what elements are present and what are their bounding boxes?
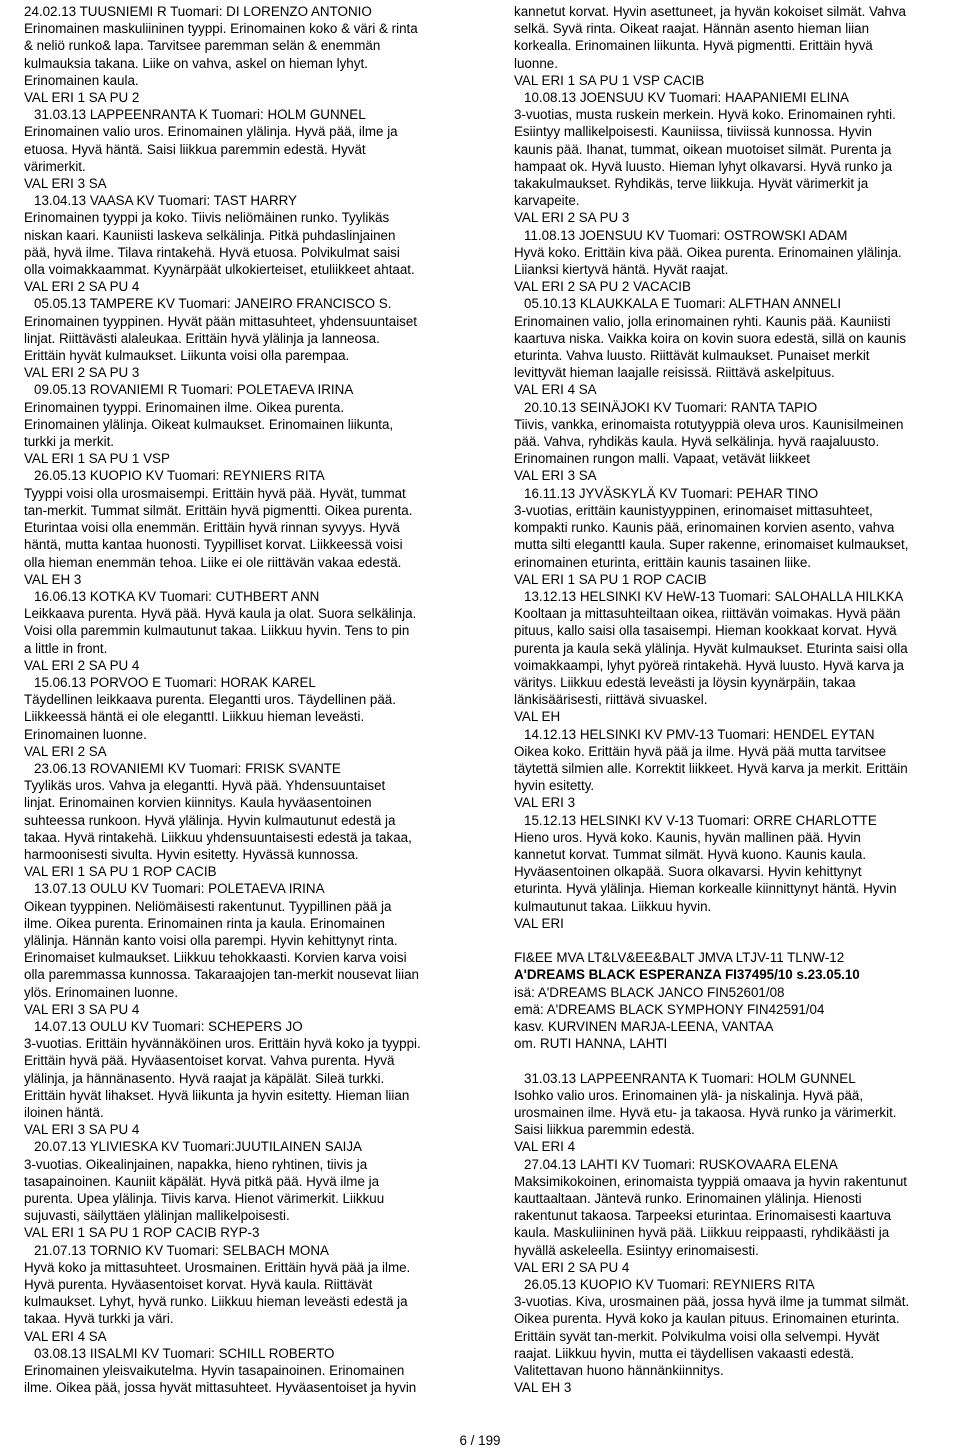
show-result-heading: 16.06.13 KOTKA KV Tuomari: CUTHBERT ANN bbox=[34, 588, 320, 604]
text-line: Erittäin hyvät lihakset. Hyvä liikunta ja hyvin esitetty. Hieman liian bbox=[24, 1087, 410, 1103]
text-line: takaa. Hyvä rintakehä. Liikkuu yhdensuuntaisesti edestä ja takaa, bbox=[24, 829, 412, 845]
text-line: VAL EH bbox=[514, 709, 561, 725]
text-line: 3-vuotias, erittäin kaunistyyppinen, erinomaiset mittasuhteet, bbox=[514, 502, 873, 518]
text-line: levittyvät hieman laajalle reisissä. Riittävä askelpituus. bbox=[514, 365, 835, 381]
show-result-heading: 14.12.13 HELSINKI KV PMV-13 Tuomari: HENDEL EYTAN bbox=[524, 726, 875, 742]
text-line: Voisi olla paremmin kulmautunut takaa. Liikkuu hyvin. Tens to pin bbox=[24, 623, 410, 639]
text-line: Hyväasentoinen olkapää. Suora olkavarsi. Hyvin kehittynyt bbox=[514, 864, 862, 880]
text-line: 3-vuotias. Oikealinjainen, napakka, hieno ryhtinen, tiivis ja bbox=[24, 1156, 368, 1172]
text-line: Liianksi kiertyvä häntä. Hyvät raajat. bbox=[514, 262, 729, 278]
text-line: Erinomainen yleisvaikutelma. Hyvin tasapainoinen. Erinomainen bbox=[24, 1363, 405, 1379]
show-result-heading: 13.12.13 HELSINKI KV HeW-13 Tuomari: SALOHALLA HILKKA bbox=[524, 588, 904, 604]
text-line: pää, hyvä ilme. Tilava rintakehä. Hyvä etuosa. Polvikulmat saisi bbox=[24, 244, 400, 260]
text-line: linjat. Erinomainen korvien kiinnitys. Kaula hyväasentoinen bbox=[24, 795, 372, 811]
text-line: Erinomainen tyyppi ja koko. Tiivis neliömäinen runko. Tyylikäs bbox=[24, 210, 390, 226]
text-line: Leikkaava purenta. Hyvä pää. Hyvä kaula ja olat. Suora selkälinja. bbox=[24, 606, 417, 622]
text-line: Erinomainen luonne. bbox=[24, 726, 147, 742]
show-result-heading: 26.05.13 KUOPIO KV Tuomari: REYNIERS RITA bbox=[34, 468, 325, 484]
show-result-heading: 03.08.13 IISALMI KV Tuomari: SCHILL ROBERTO bbox=[34, 1345, 335, 1361]
text-line: kauttaaltaan. Jäntevä runko. Erinomainen ylälinja. Hienosti bbox=[514, 1190, 862, 1206]
text-line: Erinomainen valio, jolla erinomainen ryhti. Kaunis pää. Kauniisti bbox=[514, 313, 891, 329]
text-line: luonne. bbox=[514, 55, 558, 71]
text-line: 24.02.13 TUUSNIEMI R Tuomari: DI LORENZO ANTONIO bbox=[24, 4, 372, 19]
text-line: Erittäin hyvät kulmaukset. Liikunta voisi olla parempaa. bbox=[24, 348, 350, 364]
text-line: VAL ERI 2 SA PU 2 VACACIB bbox=[514, 279, 691, 295]
text-line: kulmautunut takaa. Liikkuu hyvin. bbox=[514, 898, 712, 914]
text-line: ilme. Oikea purenta. Erinomainen rinta ja kaula. Erinomainen bbox=[24, 915, 385, 931]
text-line: Erinomainen ylälinja. Oikeat kulmaukset. Erinomainen liikunta, bbox=[24, 416, 394, 432]
text-line: VAL ERI 1 SA PU 1 ROP CACIB bbox=[24, 864, 217, 880]
text-line: Tyylikäs uros. Vahva ja elegantti. Hyvä pää. Yhdensuuntaiset bbox=[24, 778, 386, 794]
blank-line bbox=[514, 932, 950, 949]
text-line: olla hieman enemmän tehoa. Liike ei ole riittävän vakaa edestä. bbox=[24, 554, 402, 570]
text-line: VAL ERI 3 SA PU 4 bbox=[24, 1001, 140, 1017]
text-line: VAL ERI 2 SA PU 4 bbox=[24, 279, 140, 295]
text-line: sujuvasti, säilyttäen ylälinjan mallikelpoisesti. bbox=[24, 1208, 290, 1224]
text-line: Erinomainen maskuliininen tyyppi. Erinomainen koko & väri & rinta bbox=[24, 21, 418, 37]
text-line: kaartuva niska. Vaikka koira on kovin suora edestä, sillä on kaunis bbox=[514, 330, 907, 346]
text-line: Tiivis, vankka, erinomaista rotutyyppiä oleva uros. Kaunisilmeinen bbox=[514, 416, 904, 432]
show-result-heading: 09.05.13 ROVANIEMI R Tuomari: POLETAEVA IRINA bbox=[34, 382, 354, 398]
show-result-heading: 27.04.13 LAHTI KV Tuomari: RUSKOVAARA ELENA bbox=[524, 1156, 838, 1172]
text-line: om. RUTI HANNA, LAHTI bbox=[514, 1036, 668, 1052]
text-line: kannetut korvat. Tummat silmät. Hyvä kuono. Kaunis kaula. bbox=[514, 846, 867, 862]
text-line: raajat. Liikkuu hyvin, mutta ei täydellisen vakaasti edestä. bbox=[514, 1345, 855, 1361]
text-line: pituus, kallo saisi olla tasaisempi. Hieman kookkaat korvat. Hyvä bbox=[514, 623, 897, 639]
text-line: & neliö runko& lapa. Tarvitsee paremman selän & enemmän bbox=[24, 38, 381, 54]
text-line: erinomainen eturinta, erittäin kaunis tasainen liike. bbox=[514, 554, 811, 570]
show-result-heading: 10.08.13 JOENSUU KV Tuomari: HAAPANIEMI ELINA bbox=[524, 90, 849, 106]
text-line: Isohko valio uros. Erinomainen ylä- ja niskalinja. Hyvä pää, bbox=[514, 1087, 864, 1103]
show-result-heading: 20.10.13 SEINÄJOKI KV Tuomari: RANTA TAPIO bbox=[524, 399, 818, 415]
text-line: linjat. Riittävästi alaleukaa. Erittäin hyvä ylälinja ja lanneosa. bbox=[24, 330, 380, 346]
text-line: karvapeite. bbox=[514, 193, 580, 209]
text-line: harmoonisesti sivulta. Hyvin esitetty. Hyvässä kunnossa. bbox=[24, 846, 359, 862]
text-line: VAL ERI 2 SA PU 3 bbox=[24, 365, 140, 381]
text-line: olla voimakkaammat. Kyynärpäät ulkokierteiset, etuliikkeet ahtaat. bbox=[24, 262, 415, 278]
text-line: Täydellinen leikkaava purenta. Elegantti uros. Täydellinen pää. bbox=[24, 692, 396, 708]
text-line: kaunis pää. Ihanat, tummat, oikean muotoiset silmät. Purenta ja bbox=[514, 141, 892, 157]
text-line: Hyvä purenta. Hyväasentoiset korvat. Hyvä kaula. Riittävät bbox=[24, 1277, 373, 1293]
text-line: VAL ERI bbox=[514, 915, 564, 931]
text-line: VAL ERI 4 bbox=[514, 1139, 576, 1155]
text-line: Erinomainen tyyppinen. Hyvät pään mittasuhteet, yhdensuuntaiset bbox=[24, 313, 418, 329]
text-line: Erinomainen rungon malli. Vapaat, vetävät liikkeet bbox=[514, 451, 810, 467]
show-result-heading: 31.03.13 LAPPEENRANTA K Tuomari: HOLM GUNNEL bbox=[524, 1070, 856, 1086]
text-line: kompakti runko. Kaunis pää, erinomainen korvien asento, vahva bbox=[514, 520, 895, 536]
text-line: ylös. Erinomainen luonne. bbox=[24, 984, 179, 1000]
text-line: Oikea koko. Erittäin hyvä pää ja ilme. Hyvä pää mutta tarvitsee bbox=[514, 743, 887, 759]
text-line: urosmainen ilme. Hyvä etu- ja takaosa. Hyvä runko ja värimerkit. bbox=[514, 1104, 897, 1120]
text-line: suhteessa runkoon. Hyvä ylälinja. Hyvin kulmautunut edestä ja bbox=[24, 812, 396, 828]
text-line: täytettä silmien alle. Korrektit liikkeet. Hyvä karva ja merkit. Erittäin bbox=[514, 760, 908, 776]
text-line: eturinta. Vahva luusto. Riittävät kulmaukset. Punaiset merkit bbox=[514, 348, 870, 364]
text-line: värimerkit. bbox=[24, 158, 86, 174]
text-line: VAL ERI 2 SA PU 4 bbox=[24, 657, 140, 673]
text-line: VAL ERI 2 SA PU 4 bbox=[514, 1259, 630, 1275]
show-result-heading: 21.07.13 TORNIO KV Tuomari: SELBACH MONA bbox=[34, 1242, 329, 1258]
text-line: väritys. Liikkuu edestä leveästi ja löysin kyynärpäin, takaa bbox=[514, 674, 856, 690]
text-line: purenta. Upea ylälinja. Tiivis karva. Hienot värimerkit. Liikkuu bbox=[24, 1191, 385, 1207]
text-line: Erittäin hyvä pää. Hyväasentoiset korvat. Vahva purenta. Hyvä bbox=[24, 1053, 395, 1069]
text-line: A'DREAMS BLACK ESPERANZA FI37495/10 s.23.05.10 bbox=[514, 967, 860, 983]
text-line: etuosa. Hyvä häntä. Saisi liikkua paremmin edestä. Hyvät bbox=[24, 141, 366, 157]
show-result-heading: 26.05.13 KUOPIO KV Tuomari: REYNIERS RITA bbox=[524, 1277, 815, 1292]
text-line: niskan kaari. Kauniisti laskeva selkälinja. Pitkä puhdaslinjainen bbox=[24, 227, 396, 243]
text-line: kaula. Maskuliininen hyvä pää. Liikkuu reippaasti, ryhdikäästi ja bbox=[514, 1225, 890, 1241]
text-line: Erinomaiset kulmaukset. Liikkuu tehokkaasti. Korvien karva voisi bbox=[24, 950, 407, 966]
text-line: rakentunut takaosa. Tarpeeksi eturintaa. Erinomaisesti kaartuva bbox=[514, 1208, 892, 1224]
text-line: VAL ERI 3 SA PU 4 bbox=[24, 1122, 140, 1138]
text-line: emä: A'DREAMS BLACK SYMPHONY FIN42591/04 bbox=[514, 1001, 825, 1017]
show-result-heading: 15.12.13 HELSINKI KV V-13 Tuomari: ORRE CHARLOTTE bbox=[524, 812, 877, 828]
text-line: Valitettavan huono hännänkiinnitys. bbox=[514, 1363, 724, 1379]
show-result-heading: 15.06.13 PORVOO E Tuomari: HORAK KAREL bbox=[34, 674, 316, 690]
text-line: tasapainoinen. Kauniit käpälät. Hyvä pitkä pää. Hyvä ilme ja bbox=[24, 1173, 380, 1189]
text-line: isä: A'DREAMS BLACK JANCO FIN52601/08 bbox=[514, 984, 785, 1000]
show-result-heading: 23.06.13 ROVANIEMI KV Tuomari: FRISK SVANTE bbox=[34, 760, 341, 776]
text-line: korkealla. Erinomainen liikunta. Hyvä pigmentti. Erittäin hyvä bbox=[514, 38, 873, 54]
text-line: turkki ja merkit. bbox=[24, 434, 115, 450]
text-line: Oikean tyyppinen. Neliömäisesti rakentunut. Tyypillinen pää ja bbox=[24, 898, 392, 914]
blank-line bbox=[514, 1052, 950, 1069]
show-result-heading: 05.10.13 KLAUKKALA E Tuomari: ALFTHAN ANNELI bbox=[524, 296, 842, 312]
text-line: eturinta. Hyvä ylälinja. Hieman korkealle kiinnittynyt häntä. Hyvin bbox=[514, 881, 897, 897]
text-line: iloinen häntä. bbox=[24, 1105, 104, 1120]
left-text-column bbox=[24, 3, 454, 1396]
text-line: ilme. Oikea pää, jossa hyvät mittasuhteet. Hyväasentoiset ja hyvin bbox=[24, 1380, 417, 1396]
show-result-heading: 16.11.13 JYVÄSKYLÄ KV Tuomari: PEHAR TINO bbox=[524, 485, 819, 501]
text-line: VAL ERI 3 SA bbox=[24, 176, 107, 192]
text-line: häntä, mutta kantaa huonosti. Tyypilliset korvat. Liikkeessä voisi bbox=[24, 537, 403, 553]
text-line: ylälinja. Hännän kanto voisi olla parempi. Hyvin kehittynyt rinta. bbox=[24, 932, 398, 948]
text-line: Tyyppi voisi olla urosmaisempi. Erittäin hyvä pää. Hyvät, tummat bbox=[24, 485, 406, 501]
text-line: tan-merkit. Tummat silmät. Erittäin hyvä pigmentti. Oikea purenta. bbox=[24, 502, 413, 518]
text-line: kannetut korvat. Hyvin asettuneet, ja hyvän kokoiset silmät. Vahva bbox=[514, 4, 907, 19]
text-line: Maksimikokoinen, erinomaista tyyppiä omaava ja hyvin rakentunut bbox=[514, 1173, 907, 1189]
text-line: a little in front. bbox=[24, 640, 108, 656]
text-line: olla paremmassa kunnossa. Takaraajojen tan-merkit nousevat liian bbox=[24, 967, 419, 983]
text-line: Erinomainen kaula. bbox=[24, 72, 139, 88]
text-line: 3-vuotias, musta ruskein merkein. Hyvä koko. Erinomainen ryhti. bbox=[514, 107, 896, 123]
text-line: VAL ERI 4 SA bbox=[24, 1328, 107, 1344]
text-line: VAL ERI 3 bbox=[514, 795, 576, 811]
show-result-heading: 20.07.13 YLIVIESKA KV Tuomari:JUUTILAINEN SAIJA bbox=[34, 1139, 362, 1155]
text-line: Hieno uros. Hyvä koko. Kaunis, hyvän mallinen pää. Hyvin bbox=[514, 829, 861, 845]
text-line: Hyvä koko. Erittäin kiva pää. Oikea purenta. Erinomainen ylälinja. bbox=[514, 244, 902, 260]
text-line: FI&EE MVA LT&LV&EE&BALT JMVA LTJV-11 TLNW-12 bbox=[514, 950, 845, 966]
text-line: purenta ja kaula sekä ylälinja. Hyvät kulmaukset. Eturinta saisi olla bbox=[514, 640, 908, 656]
text-line: VAL ERI 1 SA PU 2 bbox=[24, 90, 140, 106]
text-line: VAL ERI 1 SA PU 1 ROP CACIB RYP-3 bbox=[24, 1225, 260, 1241]
show-result-heading: 05.05.13 TAMPERE KV Tuomari: JANEIRO FRANCISCO S. bbox=[34, 296, 392, 312]
text-line: VAL ERI 3 SA bbox=[514, 468, 597, 484]
text-line: takaa. Hyvä turkki ja väri. bbox=[24, 1311, 174, 1327]
text-line: Liikkeessä häntä ei ole eleganttI. Liikkuu hieman leveästi. bbox=[24, 709, 365, 725]
text-line: 3-vuotias. Erittäin hyvännäköinen uros. Erittäin hyvä koko ja tyyppi. bbox=[24, 1036, 421, 1052]
text-line: kasv. KURVINEN MARJA-LEENA, VANTAA bbox=[514, 1018, 774, 1034]
text-line: Esiintyy mallikelpoisesti. Kauniissa, tiiviissä kunnossa. Hyvin bbox=[514, 124, 872, 140]
text-line: ylälinja, ja hännänasento. Hyvä raajat ja käpälät. Sileä turkki. bbox=[24, 1070, 385, 1086]
text-line: takakulmaukset. Ryhdikäs, terve liikkuja. Hyvät värimerkit ja bbox=[514, 176, 869, 192]
text-line: Oikea purenta. Hyvä koko ja kaulan pituus. Erinomainen eturinta. bbox=[514, 1311, 900, 1327]
show-result-heading: 11.08.13 JOENSUU KV Tuomari: OSTROWSKI ADAM bbox=[524, 227, 848, 243]
text-line: voimakkaampi, lyhyt pyöreä rintakehä. Hyvä luusto. Hyvä karva ja bbox=[514, 657, 904, 673]
text-line: VAL EH 3 bbox=[24, 571, 82, 587]
text-line: VAL ERI 2 SA bbox=[24, 743, 107, 759]
text-line: VAL ERI 2 SA PU 3 bbox=[514, 210, 630, 226]
text-line: VAL ERI 1 SA PU 1 VSP CACIB bbox=[514, 72, 705, 88]
show-result-heading: 13.04.13 VAASA KV Tuomari: TAST HARRY bbox=[34, 193, 297, 209]
text-line: Erittäin syvät tan-merkit. Polvikulma voisi olla selvempi. Hyvät bbox=[514, 1328, 880, 1344]
show-result-heading: 31.03.13 LAPPEENRANTA K Tuomari: HOLM GUNNEL bbox=[34, 107, 366, 123]
text-line: 3-vuotias. Kiva, urosmainen pää, jossa hyvä ilme ja tummat silmät. bbox=[514, 1294, 910, 1310]
text-line: Hyvä koko ja mittasuhteet. Urosmainen. Erittäin hyvä pää ja ilme. bbox=[24, 1259, 411, 1275]
text-line: kulmaukset. Lyhyt, hyvä runko. Liikkuu hieman leveästi edestä ja bbox=[24, 1294, 408, 1310]
text-line: mutta silti eleganttI kaula. Super rakenne, erinomaiset kulmaukset, bbox=[514, 537, 909, 553]
text-line: Erinomainen tyyppi. Erinomainen ilme. Oikea purenta. bbox=[24, 399, 345, 415]
text-line: VAL ERI 4 SA bbox=[514, 382, 597, 398]
show-result-heading: 14.07.13 OULU KV Tuomari: SCHEPERS JO bbox=[34, 1018, 303, 1034]
page-number: 6 / 199 bbox=[459, 1433, 501, 1448]
text-line: Saisi liikkua paremmin edestä. bbox=[514, 1122, 695, 1138]
text-line: länkisäärisesti, riittävä sivuaskel. bbox=[514, 692, 708, 708]
text-line: selkä. Syvä rinta. Oikeat raajat. Hännän asento hieman liian bbox=[514, 21, 870, 37]
text-line: Eturintaa voisi olla enemmän. Erittäin hyvä rinnan syvyys. Hyvä bbox=[24, 520, 400, 536]
text-line: kulmauksia takana. Liike on vahva, askel on hieman lyhyt. bbox=[24, 55, 368, 71]
text-line: Kooltaan ja mittasuhteiltaan oikea, riittävän voimakas. Hyvä pään bbox=[514, 606, 901, 622]
text-line: VAL ERI 1 SA PU 1 ROP CACIB bbox=[514, 571, 707, 587]
right-text-column bbox=[514, 3, 950, 1396]
text-line: VAL EH 3 bbox=[514, 1380, 572, 1396]
show-result-heading: 13.07.13 OULU KV Tuomari: POLETAEVA IRINA bbox=[34, 881, 325, 897]
text-line: Erinomainen valio uros. Erinomainen ylälinja. Hyvä pää, ilme ja bbox=[24, 124, 398, 140]
text-line: pää. Vahva, ryhdikäs kaula. Hyvä selkälinja. hyvä raajaluusto. bbox=[514, 434, 880, 450]
text-line: hyvällä askeleella. Esiintyy erinomaisesti. bbox=[514, 1242, 759, 1258]
text-line: hyvin esitetty. bbox=[514, 778, 595, 794]
text-line: hampaat ok. Hyvä luusto. Hieman lyhyt olkavarsi. Hyvä runko ja bbox=[514, 158, 893, 174]
text-line: VAL ERI 1 SA PU 1 VSP bbox=[24, 451, 170, 467]
